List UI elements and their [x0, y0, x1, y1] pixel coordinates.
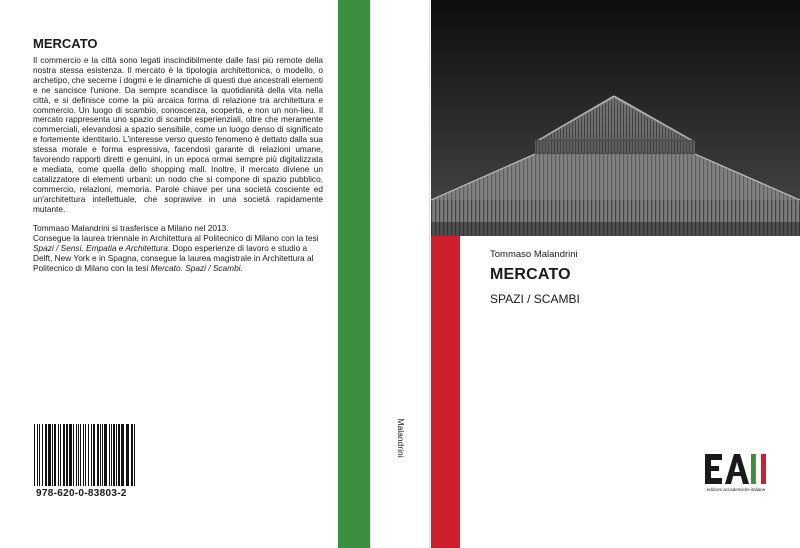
- market-roof-photo: [431, 0, 800, 236]
- eai-logo-icon: [703, 452, 769, 486]
- green-band: [338, 0, 370, 548]
- publisher-logo: [696, 452, 776, 492]
- front-cover: [431, 0, 800, 548]
- bio-line-1: Tommaso Malandrini si trasferisce a Milano nel 2013.: [33, 223, 229, 233]
- author-bio: [33, 224, 323, 274]
- back-cover: [0, 0, 370, 548]
- bio-text: Consegue la laurea triennale in Architettura al Politecnico di Milano con la tesi: [33, 232, 319, 243]
- front-title: MERCATO: [490, 266, 571, 283]
- spine-author: Malandrini: [396, 418, 406, 458]
- isbn-number: 978-620-0-83803-2: [36, 488, 127, 499]
- red-band: [431, 236, 460, 548]
- bio-thesis-1: Spazi / Sensi. Empatia e Architettura: [33, 242, 168, 253]
- barcode-block: [32, 424, 140, 499]
- bio-thesis-2: Mercato. Spazi / Scambi: [150, 262, 241, 273]
- spine: [370, 0, 430, 548]
- barcode-icon: [32, 424, 140, 486]
- front-subtitle: SPAZI / SCAMBI: [490, 292, 580, 306]
- bio-text: . Dopo esperienze di lavoro e studio a Delft, New York e in Spagna, consegue la laurea magistrale in Architettura al Politecnico di Milano con la tesi: [33, 242, 314, 273]
- publisher-name: edizioni accademiche italiane: [706, 487, 766, 492]
- bio-text: .: [240, 262, 243, 273]
- back-title: MERCATO: [33, 36, 98, 51]
- roof-illustration: [431, 0, 800, 236]
- back-blurb: Il commercio e la città sono legati inscindibilmente dalle fasi più remote della nostra stessa esistenza. Il mercato è la tipologia architettonica, o modello, o archetipo, che secerne i dogmi e le dinamiche di questi due ancestrali elementi e ne sancisce l'unione. Da sempre scandisce la quotidianità della vita nella città, e si definisce come la più arcaica forma di relazione tra architettura e commercio. Un luogo di scambio, conoscenza, scoperta, e non un non-lieu. Il mercato rappresenta uno spazio di scambi esperienziali, oltre che meramente commerciali, elevandosi a spazio sensibile, come un luogo denso di significato e fortemente identitario. L'interesse verso questo fenomeno è dettato dalla sua stessa morale e forma espressiva, facendosi garante di relazioni umane, favorendo rapporti diretti e genuini, in un epoca ormai sempre più digitalizzata e mediata, come quella dello shopping mall. Inoltre, il mercato diviene un catalizzatore di elementi urbani: un nodo che si compone di spazio pubblico, commercio, relazioni, memoria. Parole chiave per una società cosciente ed un'architettura intellettuale, che soprawive in una società rapidamente mutante.: [33, 55, 323, 214]
- front-author: Tommaso Malandrini: [490, 249, 578, 260]
